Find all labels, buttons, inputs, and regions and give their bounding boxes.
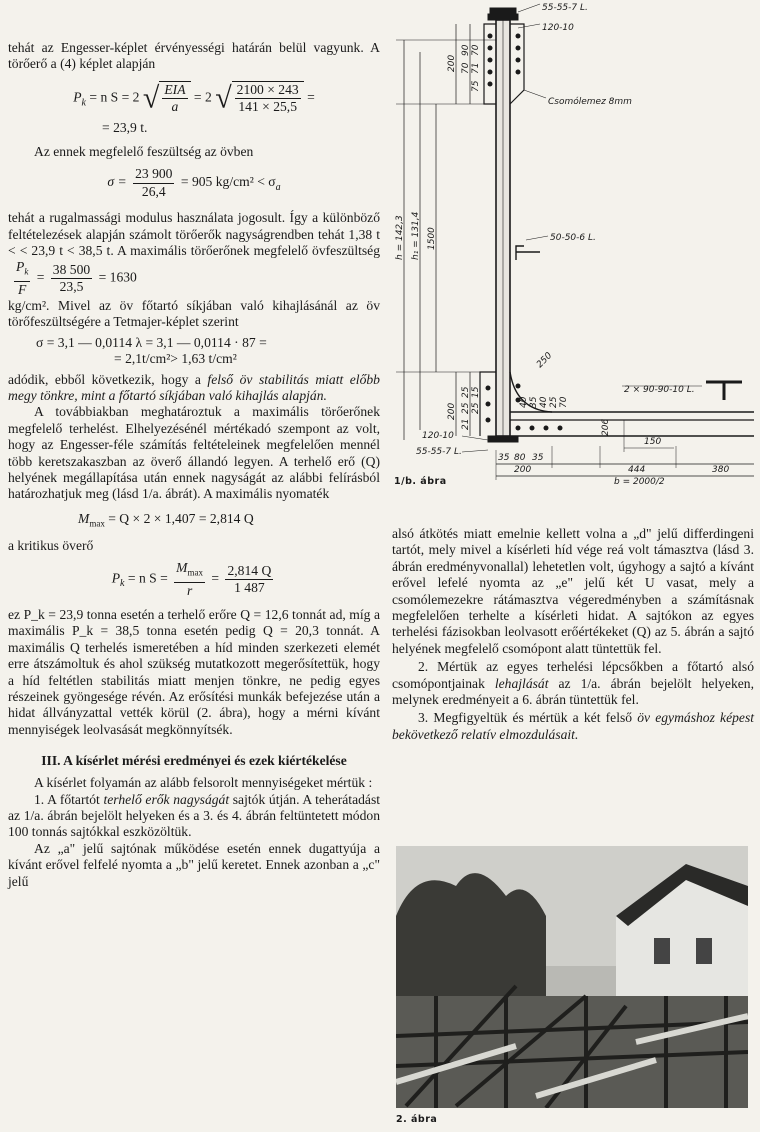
label-444: 444 xyxy=(628,465,646,475)
paragraph: Az „a" jelű sajtónak működése esetén ennek dugattyúja a kívánt erővel felfelé nyomta a „b" jelű keretet. Ennek azonban a „c" jelű xyxy=(8,840,380,889)
paragraph: Az ennek megfelelő feszültség az övben xyxy=(34,144,254,160)
figure-1b-drawing xyxy=(392,0,754,486)
label-dim-top-2: 70 xyxy=(461,62,471,74)
paragraph: 1. A főtartót terhelő erők nagyságát sajtók útján. A teherátadást az 1/a. ábrán bejelölt helyeken és a 3. és 4. ábrán feltüntetett módon 100 tonnás sajtókkal eszközöltük. xyxy=(8,791,381,840)
figure-2-photo xyxy=(396,846,748,1108)
paragraph: adódik, ebből következik, hogy a felső öv stabilitás miatt előbb megy tönkre, mint a főtartó síkjában való kihajlás alapján. xyxy=(8,371,380,404)
formula-moment: $M_{max} = Q \times 2 \times 1,407 = 2,814$ Q xyxy=(78,510,254,529)
label-dim-top-4: 71 xyxy=(471,62,481,74)
label-h: h = 142,3 xyxy=(395,215,405,260)
label-h1: h₁ = 131,4 xyxy=(411,211,421,260)
label-top-angle: 55-55-7 L. xyxy=(542,3,588,13)
section-heading: III. A kísérlet mérési eredményei és ezek kiértékelése xyxy=(41,753,347,769)
label-250: 250 xyxy=(535,350,555,371)
paragraph: a kritikus överő xyxy=(8,538,94,553)
label-1500: 1500 xyxy=(427,227,437,250)
formula-buckling-force: $P_k = n$ S = 2 √ $\frac{\text{EIA}}{a}$ = 2 √ $\frac{2100 \times 243}{141 \times 25,5}$ = xyxy=(73,81,315,115)
label-dim-bot-7: 35 xyxy=(529,396,539,408)
label-dim-top-1: 90 xyxy=(461,44,471,56)
label-dim-bot-9: 25 xyxy=(549,396,559,408)
label-dim-bot-0: 200 xyxy=(447,402,457,420)
paragraph: tehát a rugalmassági modulus használata jogosult. Így a különböző feltételezések alapján számolt törőerők nagyságrendben tehát 1,38 t < < 23,9 t < 38,5 t. A maximális törőerőnek megfelelő övfeszültség $\frac{P_k}{F}$ = $\frac{38 500}{23,5}$ = 1630 xyxy=(8,210,380,297)
label-dim-top-3: 70 xyxy=(471,44,481,56)
label-angle-mid: 50-50-6 L. xyxy=(550,233,596,243)
label-dim-top-5: 75 xyxy=(471,80,481,92)
right-column xyxy=(392,526,754,743)
label-db-0: 35 xyxy=(498,453,510,463)
label-380: 380 xyxy=(712,465,730,475)
left-column xyxy=(8,40,380,890)
sqrt-2: √ $\frac{2100 \times 243}{141 \times 25,5}$ xyxy=(215,81,304,116)
label-dim-bot-8: 40 xyxy=(539,396,549,408)
label-dim-bot-6: 40 xyxy=(519,396,529,408)
label-dim-bot-10: 70 xyxy=(559,396,569,408)
label-150: 150 xyxy=(644,437,662,447)
label-db-1: 80 xyxy=(514,453,526,463)
label-bot-angle: 55-55-7 L. xyxy=(416,447,462,457)
paragraph: 3. Megfigyeltük és mértük a két felső öv egymáshoz képest bekövetkező relatív elmozdulásait. xyxy=(392,710,755,742)
label-top-plate: 120-10 xyxy=(542,23,574,33)
paragraph: ez P_k = 23,9 tonna esetén a terhelő erőre Q = 12,6 tonnát ad, míg a maximális P_k = 38,5 tonna esetén pedig Q = 20,3 tonnát. A maximális Q terhelés ismeretében a híd minden szerkezeti elemét erre átszámoltuk és ahol szükség mutatkozott megerősítettük, hogy a híd feltétlen stabilitás miatt menjen tönkre, ne pedig egyes részeinek gyöngesége révén. Az erősítési munkák befejezése után a hidat állványzattal vették körül (2. ábra), hogy a mérni kívánt mennyiségek leolvasását megkönnyítsék. xyxy=(8,606,380,737)
formula-critical-force: $P_k = n$ S = $\frac{M_{max}}{r}$ = $\frac{2,814 Q}{1 487}$ xyxy=(111,560,272,598)
paragraph: alsó átkötés miatt emelnie kellett volna a „d" jelű differdingeni tartót, mely mivel a kísérleti híd vége reá volt támasztva (lásd 3. ábrán eredményvonallal) lehetetlen volt, úgyhogy a sajtó a kívánt erővel lefelé nyomta az „e" jelű két U vasat, mely a csomólemezekre rátámasztva végeredményben a számításnak megfelelően terhelte a kísérleti hidat. A sajtókon az egyes terhelési fázisokban leolvasott erőértékeket (Q) az 5. ábrán a sajtó helyének megfelelő csomópont alatt tüntettük fel. xyxy=(392,526,754,656)
label-206: 206 xyxy=(601,418,611,436)
label-dim-bot-1: 21 xyxy=(461,418,471,430)
sqrt-1: √ $\frac{\text{EIA}}{a}$ xyxy=(143,81,191,116)
formula-tetmajer: σ = 3,1 — 0,0114 λ = 3,1 — 0,0114 · 87 = = 2,1t/cm²> 1,63 t/cm² xyxy=(36,334,267,367)
paragraph: A továbbiakban meghatároztuk a maximális törőerőnek megfelelő terhelést. Elhelyezésénél mértékadó szempont az volt, hogy az Engesser-féle számítás feltételeinek megfelelően mennél több keretszakaszban az överő állandó legyen. A terhelő erő (Q) helyének megállapítása után ennek nagyságát az alábbi felírásból határozhatjuk meg (lásd 1/a. ábrát). A maximális nyomaték xyxy=(8,404,380,502)
label-db-3: 200 xyxy=(514,465,532,475)
label-dim-bot-2: 25 xyxy=(461,402,471,414)
label-dim-bot-5: 15 xyxy=(471,386,481,398)
paragraph: tehát az Engesser-képlet érvényességi határán belül vagyunk. A törőerő a (4) képlet alapján xyxy=(8,40,380,72)
label-dim-bot-4: 25 xyxy=(471,402,481,414)
label-bottom-beam: 2 × 90-90-10 L. xyxy=(624,385,695,395)
label-b: b = 2000/2 xyxy=(614,477,665,486)
label-db-2: 35 xyxy=(532,453,544,463)
label-gusset: Csomólemez 8mm xyxy=(548,97,632,107)
paragraph: A kísérlet folyamán az alább felsorolt mennyiségeket mértük : xyxy=(34,775,373,791)
formula-stress: σ = $\frac{23 900}{26,4}$ = 905 $kg/cm^2 < \sigma_a$ xyxy=(107,166,281,199)
label-bot-plate: 120-10 xyxy=(422,431,454,441)
figure-1b-caption: 1/b. ábra xyxy=(394,476,447,487)
formula-result: = 23,9 t. xyxy=(102,119,148,135)
label-dim-bot-3: 25 xyxy=(461,386,471,398)
figure-2-caption: 2. ábra xyxy=(396,1114,438,1125)
paragraph: kg/cm². Mivel az öv főtartó síkjában való kihajlásánál az öv törőfeszültségére a Tetmajer-képlet szerint xyxy=(8,298,380,330)
paragraph: 2. Mértük az egyes terhelési lépcsőkben a főtartó alsó csomópontjainak lehajlását az 1/a. ábrán bejelölt helyeken, melynek eredményeit a 6. ábrán tüntettük fel. xyxy=(392,659,754,708)
label-dim-top-0: 200 xyxy=(447,54,457,72)
